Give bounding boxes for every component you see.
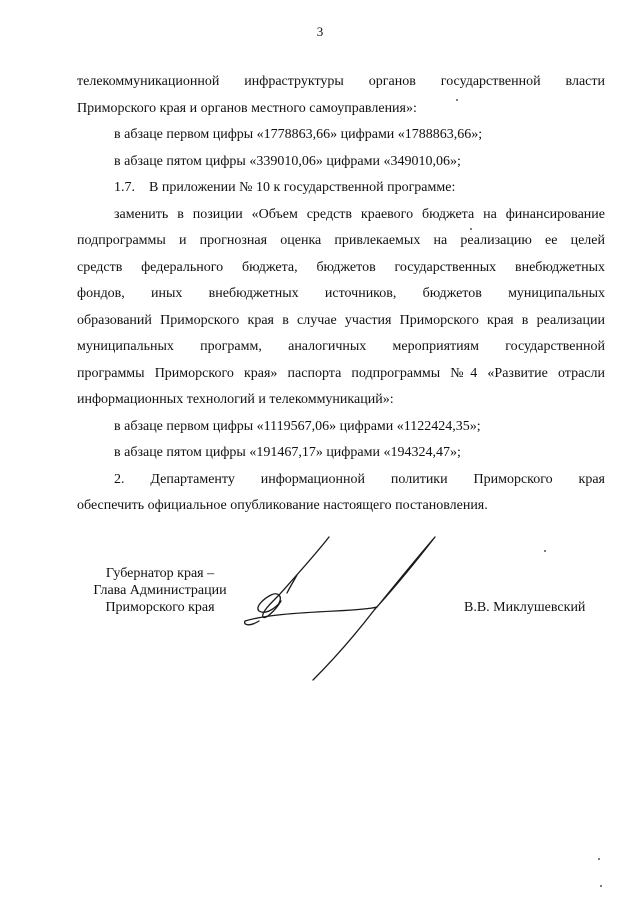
text-line: информационных технологий и телекоммуникаций»: [77, 392, 394, 407]
signatory-title-line: Глава Администрации [93, 583, 227, 598]
text-line: фондов, иных внебюджетных источников, бюджетов муниципальных [77, 286, 605, 301]
text-line: в абзаце пятом цифры «191467,17» цифрами «194324,47»; [114, 445, 461, 460]
text-line: средств федерального бюджета, бюджетов государственных внебюджетных [77, 259, 605, 275]
text-line: образований Приморского края в случае участия Приморского края в реализации [77, 312, 605, 328]
signatory-title-line: Приморского края [105, 600, 215, 615]
scan-speck [598, 858, 600, 860]
scan-speck [456, 99, 458, 101]
text-line: в абзаце первом цифры «1119567,06» цифрами «1122424,35»; [114, 418, 481, 434]
text-line: телекоммуникационной инфраструктуры органов государственной власти [77, 74, 605, 89]
signer-name: В.В. Миклушевский [464, 600, 586, 615]
signatory-title-line: Губернатор края – [105, 566, 215, 581]
scan-speck [600, 885, 602, 887]
text-line: обеспечить официальное опубликование настоящего постановления. [77, 498, 488, 513]
scan-speck [470, 228, 472, 230]
handwritten-signature [225, 525, 465, 685]
text-line: в абзаце пятом цифры «339010,06» цифрами «349010,06»; [114, 153, 461, 169]
text-line: заменить в позиции «Объем средств краевого бюджета на финансирование [114, 206, 605, 222]
text-line: муниципальных программ, аналогичных мероприятиям государственной [77, 339, 605, 354]
text-line: программы Приморского края» паспорта подпрограммы №4 «Развитие отрасли [77, 365, 605, 381]
page-number: 3 [316, 24, 324, 39]
text-line: Приморского края и органов местного самоуправления»: [77, 100, 417, 116]
text-line: подпрограммы и прогнозная оценка привлекаемых на реализацию ее целей [77, 233, 605, 248]
scan-speck [544, 550, 546, 552]
document-body [77, 69, 605, 520]
text-line: 2. Департаменту информационной политики Приморского края [114, 471, 605, 487]
text-line: 1.7. В приложении № 10 к государственной программе: [114, 180, 456, 195]
signatory-title [80, 565, 240, 616]
text-line: в абзаце первом цифры «1778863,66» цифрами «1788863,66»; [114, 127, 483, 142]
